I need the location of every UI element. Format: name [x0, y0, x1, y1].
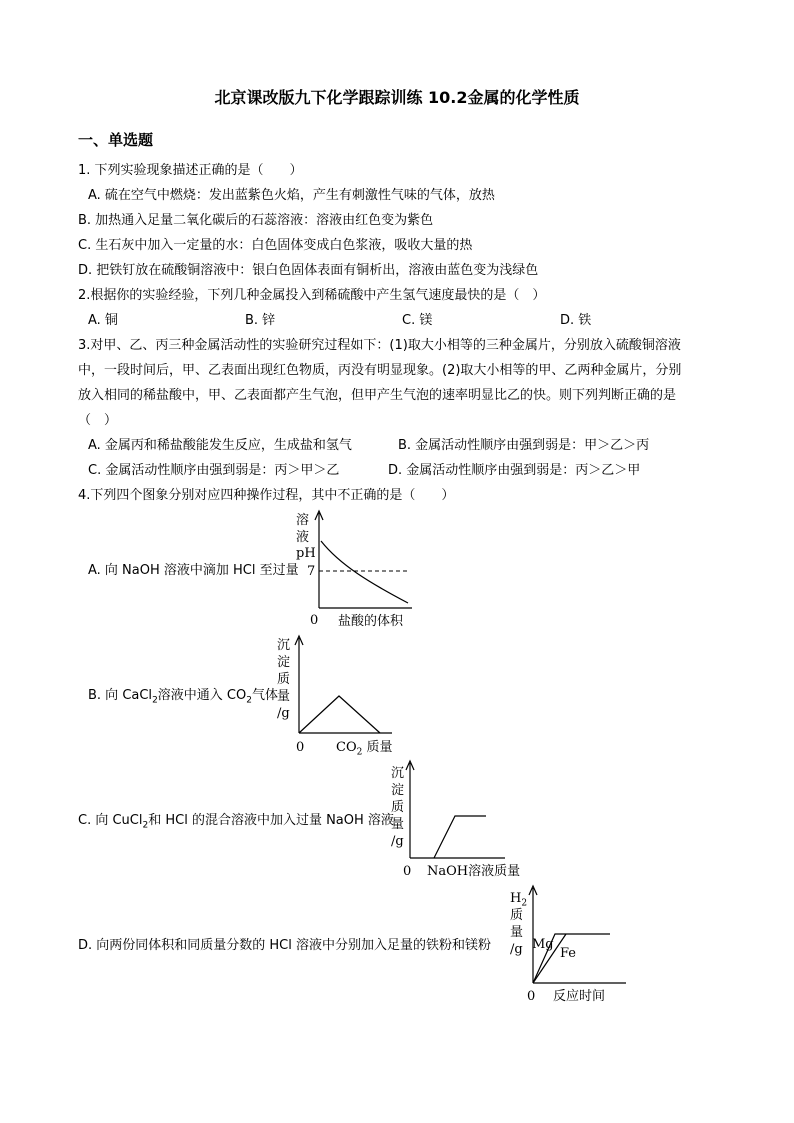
q4-option-b-text-1: B. 向 CaCl — [88, 688, 153, 703]
graph-a-xlabel: 盐酸的体积 — [338, 614, 404, 629]
graph-d — [525, 880, 635, 990]
graph-c-ylabel-5: /g — [391, 834, 404, 849]
graph-a-ylabel-1: 溶 — [296, 513, 310, 528]
graph-b-origin: 0 — [296, 740, 305, 755]
q4-option-c[interactable] — [78, 813, 394, 829]
graph-c-ylabel-2: 淀 — [391, 783, 405, 798]
graph-d-xlabel: 反应时间 — [553, 989, 606, 1004]
graph-c-origin: 0 — [403, 864, 412, 879]
q4-option-c-text-1: C. 向 CuCl — [78, 813, 143, 828]
q2-option-c[interactable]: C. 镁 — [402, 313, 433, 328]
graph-b-ylabel-1: 沉 — [277, 638, 291, 653]
q4-option-b-sub-1: 2 — [152, 695, 158, 706]
q4-option-b-text-2: 溶液中通入 CO — [157, 688, 247, 703]
q1-option-a[interactable]: A. 硫在空气中燃烧：发出蓝紫色火焰，产生有刺激性气味的气体，放热 — [88, 188, 495, 203]
q4-option-c-text-2: 和 HCl 的混合溶液中加入过量 NaOH 溶液 — [148, 813, 394, 828]
q2-option-a[interactable]: A. 铜 — [88, 313, 118, 328]
graph-b-ylabel-4: 量 — [277, 689, 291, 704]
graph-a-curve — [321, 541, 408, 603]
q2-option-d[interactable]: D. 铁 — [560, 313, 592, 328]
graph-c-xlabel: NaOH溶液质量 — [427, 864, 521, 879]
q1-stem: 1. 下列实验现象描述正确的是（ ） — [78, 163, 303, 178]
graph-c-ylabel-3: 质 — [391, 800, 405, 815]
page-title: 北京课改版九下化学跟踪训练 10.2金属的化学性质 — [214, 88, 580, 107]
q3-stem-line-4: （ ） — [78, 413, 118, 428]
q1-option-c[interactable]: C. 生石灰中加入一定量的水：白色固体变成白色浆液，吸收大量的热 — [78, 238, 473, 253]
graph-b-xlabel: $CO_2$ 质量 — [336, 740, 393, 758]
q3-option-b[interactable]: B. 金属活动性顺序由强到弱是：甲＞乙＞丙 — [398, 438, 650, 453]
q3-option-a[interactable]: A. 金属丙和稀盐酸能发生反应，生成盐和氢气 — [88, 438, 352, 453]
q3-option-d[interactable]: D. 金属活动性顺序由强到弱是：丙＞乙＞甲 — [388, 463, 641, 478]
graph-a-tick-7: 7 — [307, 564, 316, 579]
graph-d-series-mg: Mg — [532, 937, 554, 952]
graph-d-line-mg — [533, 934, 610, 983]
q3-stem-line-3: 放入相同的稀盐酸中，甲、乙表面都产生气泡，但甲产生气泡的速率明显比乙的快。则下列判断正确的是 — [78, 388, 677, 403]
q4-option-c-sub: 2 — [142, 820, 149, 831]
graph-d-ylabel-2: 质 — [510, 908, 524, 923]
q2-stem: 2.根据你的实验经验，下列几种金属投入到稀硫酸中产生氢气速度最快的是（ ） — [78, 288, 546, 303]
graph-a-origin: 0 — [310, 613, 319, 628]
section-heading: 一、单选题 — [78, 131, 154, 149]
q3-stem-line-1: 3.对甲、乙、丙三种金属活动性的实验研究过程如下：(1)取大小相等的三种金属片，分别放入硫酸铜溶液 — [78, 338, 681, 353]
q4-option-b-text-3: 气体 — [251, 688, 278, 703]
q1-option-d[interactable]: D. 把铁钉放在硫酸铜溶液中：银白色固体表面有铜析出，溶液由蓝色变为浅绿色 — [78, 263, 539, 278]
q4-stem: 4.下列四个图象分别对应四种操作过程，其中不正确的是（ ） — [78, 488, 455, 503]
graph-d-ylabel-1: $H_2$ — [510, 891, 528, 909]
q3-stem-line-2: 中，一段时间后，甲、乙表面出现红色物质，丙没有明显现象。(2)取大小相等的甲、乙两种金属片，分别 — [78, 363, 682, 378]
graph-a-ylabel-2: 液 — [296, 530, 310, 545]
graph-c-ylabel-4: 量 — [391, 817, 405, 832]
graph-b-ylabel-2: 淀 — [277, 655, 291, 670]
q1-option-b[interactable]: B. 加热通入足量二氧化碳后的石蕊溶液：溶液由红色变为紫色 — [78, 213, 434, 228]
graph-c — [400, 755, 510, 865]
q4-option-a[interactable]: A. 向 NaOH 溶液中滴加 HCl 至过量 — [88, 563, 299, 578]
q4-option-b-sub-2: 2 — [246, 695, 252, 706]
graph-d-series-fe: Fe — [560, 946, 577, 961]
q4-option-b[interactable] — [88, 688, 278, 704]
graph-d-ylabel-4: /g — [510, 942, 523, 957]
q3-option-c[interactable]: C. 金属活动性顺序由强到弱是：丙＞甲＞乙 — [88, 463, 340, 478]
q4-option-d[interactable]: D. 向两份同体积和同质量分数的 HCl 溶液中分别加入足量的铁粉和镁粉 — [78, 938, 492, 953]
graph-b — [290, 630, 400, 740]
q2-option-b[interactable]: B. 锌 — [245, 313, 276, 328]
graph-b-ylabel-5: /g — [277, 706, 290, 721]
graph-b-line — [299, 696, 380, 733]
graph-d-ylabel-3: 量 — [510, 925, 524, 940]
graph-d-line-fe — [533, 934, 566, 983]
graph-c-ylabel-1: 沉 — [391, 766, 405, 781]
graph-a-ylabel-3: pH — [296, 546, 316, 561]
graph-d-origin: 0 — [527, 989, 536, 1004]
graph-a — [300, 505, 420, 615]
graph-b-ylabel-3: 质 — [277, 672, 291, 687]
graph-c-line — [434, 816, 486, 858]
